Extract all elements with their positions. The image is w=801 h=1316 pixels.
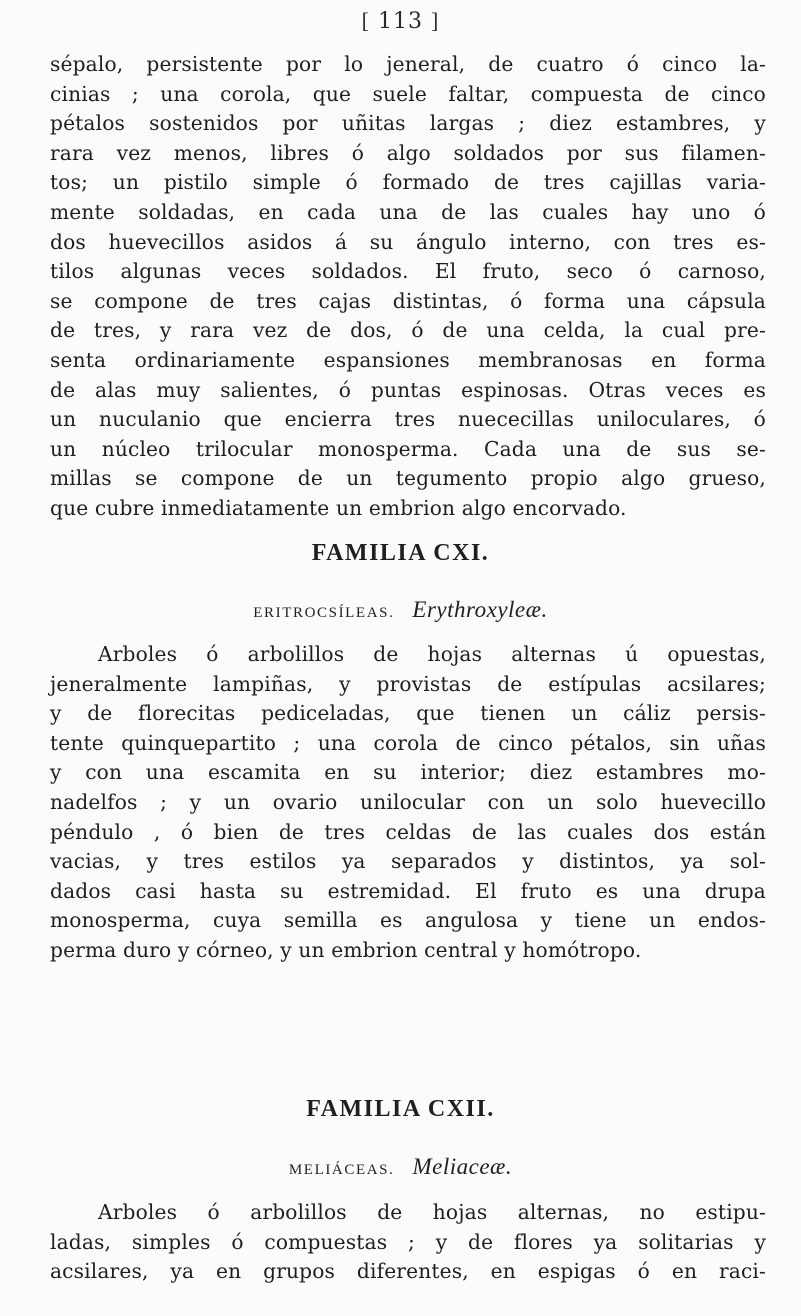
- family-latin-name: Meliaceæ.: [412, 1154, 513, 1179]
- text-line: que cubre inmediatamente un embrion algo encorvado.: [50, 495, 627, 520]
- text-line: monosperma, cuya semilla es angulosa y tiene un endos-: [50, 908, 766, 933]
- paragraph-erythroxyleae: [50, 640, 766, 966]
- text-line: nadelfos ; y un ovario unilocular con un solo huevecillo: [50, 789, 766, 814]
- text-line: tos; un pistilo simple ó formado de tres cajillas varia-: [50, 170, 766, 195]
- text-line: rara vez menos, libres ó algo soldados por sus filamen-: [50, 140, 766, 165]
- family-spanish-name: MELIÁCEAS.: [288, 1162, 395, 1178]
- text-line: un núcleo trilocular monosperma. Cada una de sus se-: [50, 436, 766, 461]
- text-line: tilos algunas veces soldados. El fruto, seco ó carnoso,: [50, 259, 766, 284]
- paragraph-continued: [50, 50, 766, 524]
- text-line: Arboles ó arbolillos de hojas alternas, no estipu-: [98, 1200, 766, 1224]
- text-line: dados casi hasta su estremidad. El fruto es una drupa: [50, 878, 766, 903]
- right-bracket: ]: [431, 8, 440, 33]
- text-line: acsilares, ya en grupos diferentes, en espigas ó en raci-: [50, 1259, 766, 1284]
- text-line: un nuculanio que encierra tres nuececillas uniloculares, ó: [50, 407, 766, 432]
- text-line: jeneralmente lampiñas, y provistas de estípulas acsilares;: [50, 671, 766, 696]
- family-subheading-erythroxyleae: [0, 597, 801, 623]
- text-line: Arboles ó arbolillos de hojas alternas ú opuestas,: [98, 642, 766, 666]
- text-line: se compone de tres cajas distintas, ó forma una cápsula: [50, 288, 766, 313]
- text-line: millas se compone de un tegumento propio algo grueso,: [50, 466, 766, 491]
- text-line: vacias, y tres estilos ya separados y distintos, ya sol-: [50, 849, 766, 874]
- family-heading-cxi: FAMILIA CXI.: [311, 540, 490, 566]
- text-line: y de florecitas pediceladas, que tienen un cáliz persis-: [50, 701, 766, 726]
- page-number: 113: [378, 9, 423, 34]
- text-line: tente quinquepartito ; una corola de cinco pétalos, sin uñas: [50, 730, 766, 755]
- family-spanish-name: ERITROCSÍLEAS.: [253, 605, 395, 621]
- text-line: ladas, simples ó compuestas ; y de flores ya solitarias y: [50, 1229, 766, 1254]
- text-line: perma duro y córneo, y un embrion central y homótropo.: [50, 937, 642, 962]
- left-bracket: [: [361, 8, 370, 33]
- paragraph-meliaceae: [50, 1198, 766, 1287]
- family-heading-cxii: FAMILIA CXII.: [306, 1096, 495, 1122]
- text-line: pétalos sostenidos por uñitas largas ; diez estambres, y: [50, 111, 766, 136]
- text-line: sépalo, persistente por lo jeneral, de cuatro ó cinco la-: [50, 52, 766, 76]
- text-line: mente soldadas, en cada una de las cuales hay uno ó: [50, 199, 766, 224]
- text-line: cinias ; una corola, que suele faltar, compuesta de cinco: [50, 81, 766, 106]
- family-subheading-meliaceae: [0, 1154, 801, 1180]
- text-line: dos huevecillos asidos á su ángulo interno, con tres es-: [50, 229, 766, 254]
- text-line: y con una escamita en su interior; diez estambres mo-: [50, 760, 766, 785]
- page-number-header: [0, 8, 801, 34]
- text-line: senta ordinariamente espansiones membranosas en forma: [50, 347, 766, 372]
- text-line: de tres, y rara vez de dos, ó de una celda, la cual pre-: [50, 318, 766, 343]
- text-line: péndulo , ó bien de tres celdas de las cuales dos están: [50, 819, 766, 844]
- text-line: de alas muy salientes, ó puntas espinosas. Otras veces es: [50, 377, 766, 402]
- family-latin-name: Erythroxyleæ.: [412, 597, 548, 622]
